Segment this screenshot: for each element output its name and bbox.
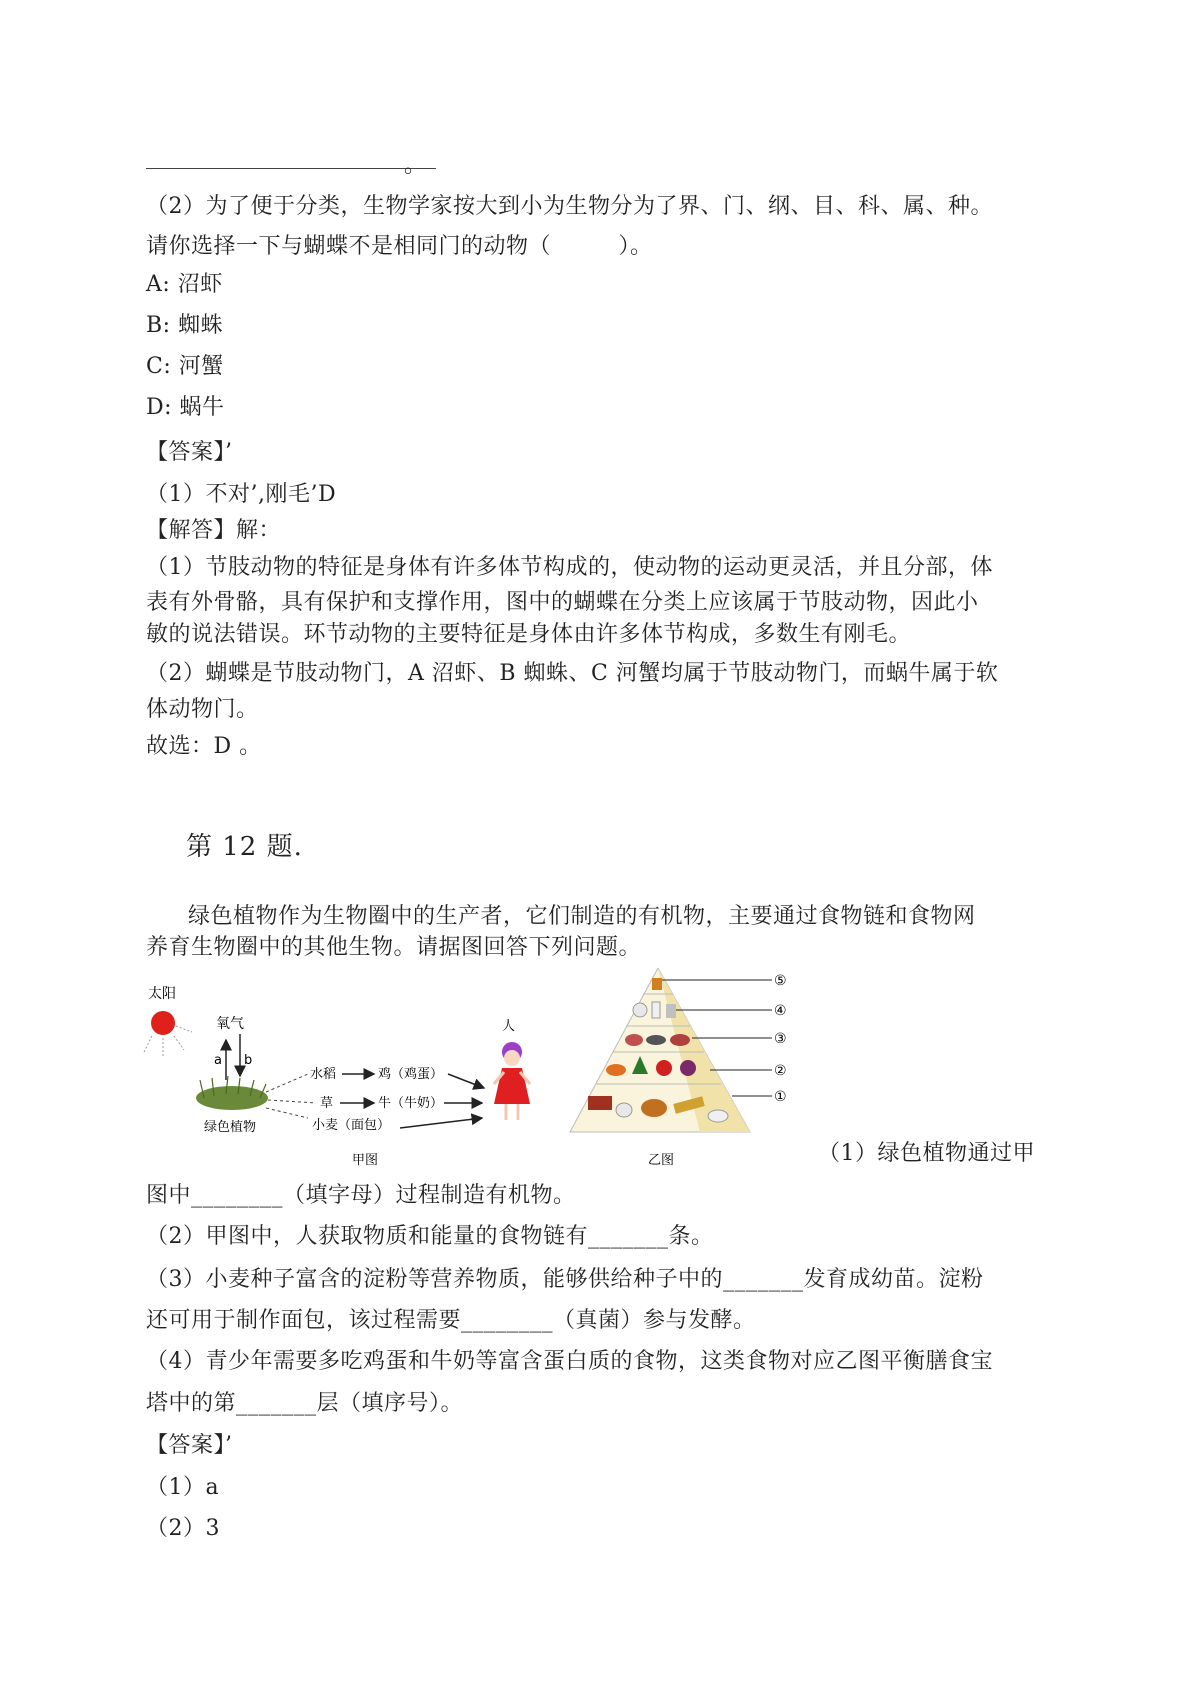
figure-jia (144, 985, 530, 1168)
oxygen-label: 氧气 (216, 1016, 244, 1032)
q12-q4-line1: （4）青少年需要多吃鸡蛋和牛奶等富含蛋白质的食物，这类食物对应乙图平衡膳食宝 (146, 1349, 993, 1374)
option-b: B: 蜘蛛 (146, 313, 224, 338)
level-3-label: ③ (774, 1031, 787, 1047)
q12-answer-2: （2）3 (146, 1516, 220, 1541)
q11-analysis-heading: 【解答】解： (146, 518, 282, 543)
q12-title: 第 12 题. (186, 832, 303, 862)
arrow-chicken-person (448, 1074, 484, 1088)
sun-icon (151, 1011, 175, 1035)
q11-analysis-line-3: 敏的说法错误。环节动物的主要特征是身体由许多体节构成，多数生有刚毛。 (146, 622, 912, 647)
plant-label: 绿色植物 (204, 1120, 257, 1135)
q12-q1-line2: 图中________（填字母）过程制造有机物。 (146, 1183, 576, 1208)
q12-intro-line1: 绿色植物作为生物圈中的生产者，它们制造的有机物，主要通过食物链和食物网 (188, 904, 976, 929)
label-b: b (244, 1053, 253, 1068)
q11-part2-line2: 请你选择一下与蝴蝶不是相同门的动物（ ）。 (146, 234, 653, 259)
q12-q3-line1: （3）小麦种子富含的淀粉等营养物质，能够供给种子中的_______发育成幼苗。淀粉 (146, 1267, 984, 1292)
caption-yi: 乙图 (648, 1153, 675, 1168)
figure-svg (140, 968, 820, 1168)
rice-label: 水稻 (310, 1067, 337, 1082)
q12-answer-1: （1）a (146, 1475, 220, 1500)
label-a: a (214, 1053, 222, 1068)
wheat-label: 小麦（面包） (312, 1118, 391, 1133)
blank-end-period: 。 (404, 153, 427, 178)
q11-choice: 故选：D 。 (146, 734, 262, 759)
q12-answer-heading: 【答案】’ (146, 1433, 233, 1458)
q12-intro-line2: 养育生物圈中的其他生物。请据图回答下列问题。 (146, 935, 642, 960)
option-c: C: 河蟹 (146, 354, 224, 379)
answer-blank-line (146, 168, 436, 169)
cow-label: 牛（牛奶） (378, 1096, 444, 1111)
caption-jia: 甲图 (352, 1153, 379, 1168)
q11-answer-1: （1）不对’,刚毛’D (146, 482, 337, 507)
chicken-label: 鸡（鸡蛋） (378, 1067, 444, 1082)
level-1-label: ① (774, 1089, 787, 1105)
q12-q1-tail: （1）绿色植物通过甲 (818, 1141, 1035, 1166)
q12-q4-line2: 塔中的第_______层（填序号）。 (146, 1391, 464, 1416)
sun-label: 太阳 (148, 986, 176, 1002)
figure-yi (570, 968, 787, 1168)
arrow-wheat-person (400, 1118, 482, 1128)
q11-analysis-line-5: 体动物门。 (146, 697, 259, 722)
girl-icon (494, 1042, 530, 1120)
grass-label: 草 (320, 1096, 334, 1111)
q12-q3-line2: 还可用于制作面包，该过程需要________（真菌）参与发酵。 (146, 1308, 756, 1333)
q11-part2-line1: （2）为了便于分类，生物学家按大到小为生物分为了界、门、纲、目、科、属、种。 (146, 194, 993, 219)
level-2-label: ② (774, 1063, 787, 1079)
q12-q2: （2）甲图中，人获取物质和能量的食物链有_______条。 (146, 1224, 714, 1249)
figure (140, 968, 820, 1172)
q11-analysis-line-4: （2）蝴蝶是节肢动物门，A 沼虾、B 蜘蛛、C 河蟹均属于节肢动物门，而蜗牛属于软 (146, 661, 999, 686)
option-a: A: 沼虾 (146, 272, 223, 297)
level-4-label: ④ (774, 1003, 787, 1019)
q11-analysis-line-2: 表有外骨骼，具有保护和支撑作用，图中的蝴蝶在分类上应该属于节肢动物，因此小 (146, 590, 979, 615)
q11-analysis-line-1: （1）节肢动物的特征是身体有许多体节构成的，使动物的运动更灵活，并且分部，体 (146, 555, 993, 580)
person-label: 人 (502, 1019, 516, 1034)
level-5-label: ⑤ (774, 973, 787, 989)
option-d: D: 蜗牛 (146, 395, 225, 420)
q11-answer-heading: 【答案】’ (146, 440, 233, 465)
green-plant-icon (196, 1086, 268, 1110)
